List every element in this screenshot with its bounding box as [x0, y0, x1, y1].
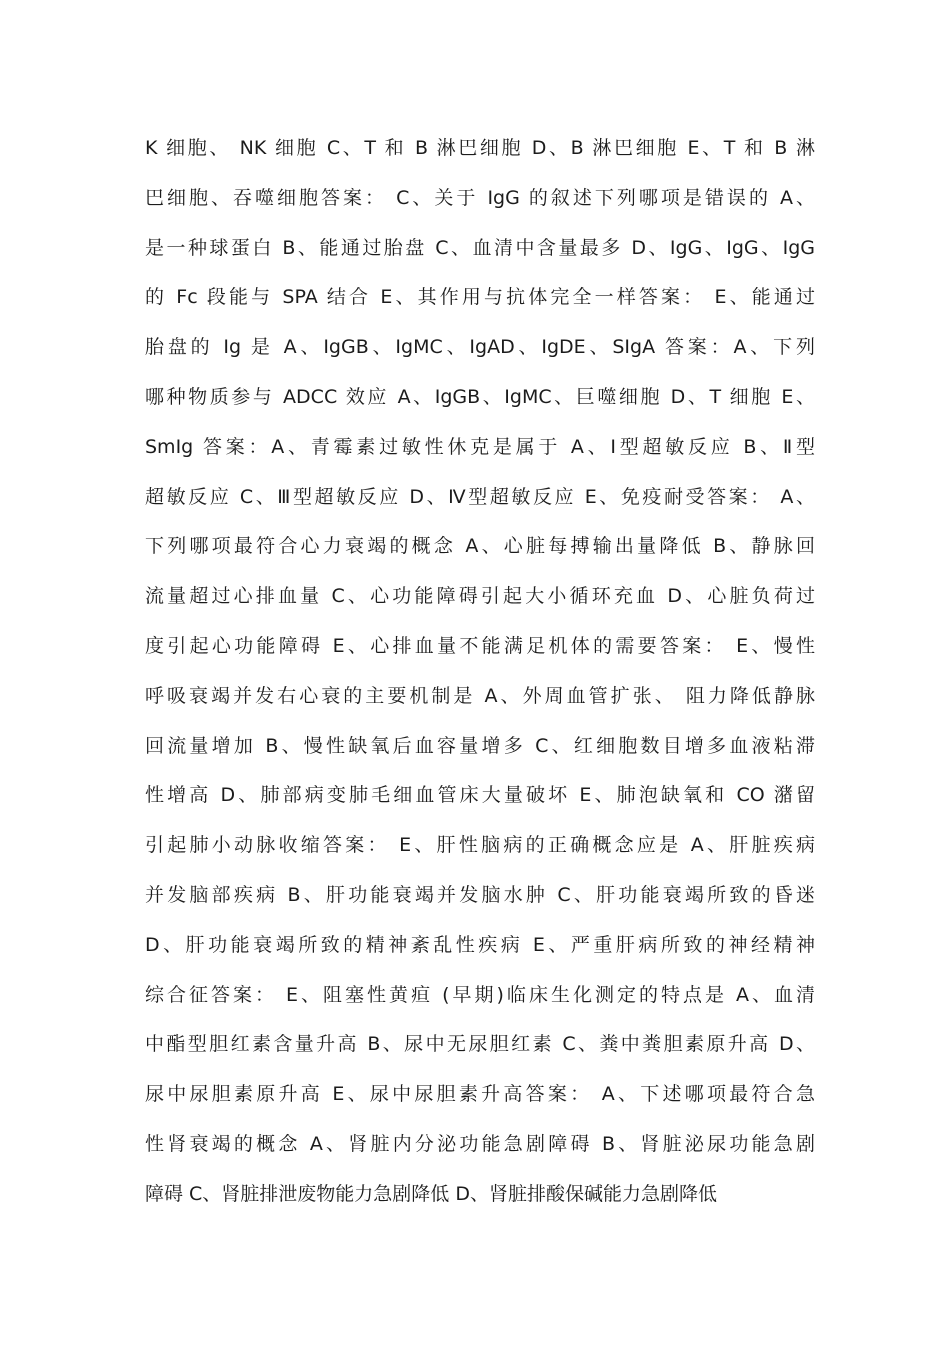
- text-line: 下列哪项最符合心力衰竭的概念 A、心脏每搏输出量降低 B、静脉回: [145, 535, 815, 558]
- text-line: 呼吸衰竭并发右心衰的主要机制是 A、外周血管扩张、 阻力降低静脉: [145, 684, 815, 707]
- text-line: 流量超过心排血量 C、心功能障碍引起大小循环充血 D、心脏负荷过: [145, 585, 815, 608]
- text-line: 度引起心功能障碍 E、心排血量不能满足机体的需要答案： E、慢性: [145, 634, 815, 657]
- text-line: K 细胞、 NK 细胞 C、T 和 B 淋巴细胞 D、B 淋巴细胞 E、T 和 B 淋: [145, 137, 815, 159]
- text-line: 的 Fc 段能与 SPA 结合 E、其作用与抗体完全一样答案： E、能通过: [145, 286, 815, 309]
- text-line: 综合征答案： E、阻塞性黄疸 (早期)临床生化测定的特点是 A、血清: [145, 983, 815, 1006]
- text-line: 胎盘的 Ig 是 A、IgGB、IgMC、IgAD、IgDE、SIgA 答案：A、下列: [145, 336, 815, 359]
- text-line: D、肝功能衰竭所致的精神紊乱性疾病 E、严重肝病所致的神经精神: [145, 933, 815, 956]
- text-line: 超敏反应 C、Ⅲ型超敏反应 D、Ⅳ型超敏反应 E、免疫耐受答案： A、: [145, 485, 815, 508]
- text-line: 并发脑部疾病 B、肝功能衰竭并发脑水肿 C、肝功能衰竭所致的昏迷: [145, 883, 815, 906]
- text-line: 性肾衰竭的概念 A、肾脏内分泌功能急剧障碍 B、肾脏泌尿功能急剧: [145, 1132, 815, 1155]
- text-line: 引起肺小动脉收缩答案： E、肝性脑病的正确概念应是 A、肝脏疾病: [145, 834, 815, 857]
- text-line: 障碍 C、肾脏排泄废物能力急剧降低 D、肾脏排酸保碱能力急剧降低: [145, 1182, 717, 1205]
- text-line: 性增高 D、肺部病变肺毛细血管床大量破坏 E、肺泡缺氧和 CO 潴留: [145, 784, 815, 807]
- text-line: SmIg 答案：A、青霉素过敏性休克是属于 A、Ⅰ型超敏反应 B、Ⅱ型: [145, 435, 815, 458]
- text-line: 回流量增加 B、慢性缺氧后血容量增多 C、红细胞数目增多血液粘滞: [145, 734, 815, 757]
- body-text: [145, 124, 815, 1220]
- text-line: 是一种球蛋白 B、能通过胎盘 C、血清中含量最多 D、IgG、IgG、IgG: [145, 236, 815, 259]
- text-line: 哪种物质参与 ADCC 效应 A、IgGB、IgMC、巨噬细胞 D、T 细胞 E、: [145, 385, 815, 408]
- text-line: 巴细胞、吞噬细胞答案： C、关于 IgG 的叙述下列哪项是错误的 A、: [145, 186, 815, 209]
- text-line: 尿中尿胆素原升高 E、尿中尿胆素升高答案： A、下述哪项最符合急: [145, 1083, 815, 1106]
- text-line: 中酯型胆红素含量升高 B、尿中无尿胆红素 C、粪中粪胆素原升高 D、: [145, 1033, 815, 1056]
